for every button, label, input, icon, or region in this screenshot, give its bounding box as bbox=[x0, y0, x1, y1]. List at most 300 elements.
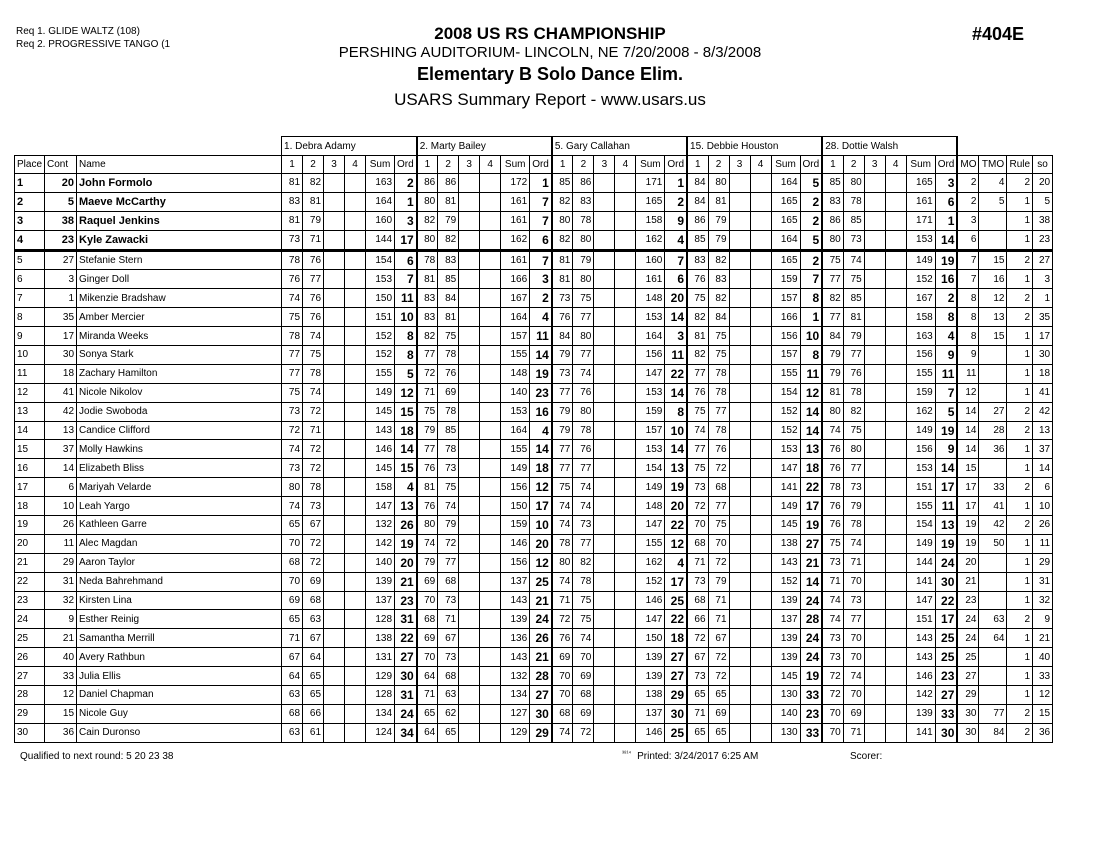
score-3 bbox=[729, 364, 750, 383]
score-2: 65 bbox=[303, 667, 324, 686]
tmo-cell bbox=[979, 383, 1007, 402]
score-3 bbox=[459, 572, 480, 591]
score-2: 69 bbox=[708, 704, 729, 723]
score-3 bbox=[729, 704, 750, 723]
score-3 bbox=[459, 591, 480, 610]
score-2: 65 bbox=[438, 723, 459, 742]
judge-ordinal: 4 bbox=[530, 421, 552, 440]
score-3 bbox=[324, 478, 345, 497]
judge-ordinal: 25 bbox=[530, 572, 552, 591]
score-3 bbox=[729, 648, 750, 667]
score-1: 73 bbox=[822, 553, 843, 572]
venue-dates: PERSHING AUDITORIUM- LINCOLN, NE 7/20/2008 - 8/3/2008 bbox=[338, 44, 762, 61]
skater-name: Nicole Guy bbox=[77, 704, 282, 723]
judge-ordinal: 26 bbox=[395, 516, 417, 535]
table-row bbox=[15, 648, 1053, 667]
score-sum: 165 bbox=[771, 192, 800, 211]
judge-ordinal: 8 bbox=[800, 346, 822, 365]
judge-name: 1. Debra Adamy bbox=[282, 137, 417, 156]
score-3 bbox=[729, 686, 750, 705]
score-3 bbox=[729, 572, 750, 591]
skater-name: Daniel Chapman bbox=[77, 686, 282, 705]
contestant-number: 23 bbox=[45, 230, 77, 250]
skater-name: Leah Yargo bbox=[77, 497, 282, 516]
so-cell: 23 bbox=[1033, 230, 1053, 250]
score-3 bbox=[459, 478, 480, 497]
score-sum: 162 bbox=[636, 553, 665, 572]
score-4 bbox=[480, 308, 501, 327]
score-3 bbox=[729, 610, 750, 629]
score-3 bbox=[864, 250, 885, 270]
score-1: 76 bbox=[552, 308, 573, 327]
table-row bbox=[15, 270, 1053, 289]
score-3 bbox=[459, 192, 480, 211]
tmo-cell: 41 bbox=[979, 497, 1007, 516]
mo-cell: 30 bbox=[957, 723, 979, 742]
score-4 bbox=[750, 534, 771, 553]
score-sum: 147 bbox=[906, 591, 935, 610]
score-3 bbox=[324, 270, 345, 289]
skater-name: Amber Mercier bbox=[77, 308, 282, 327]
score-2: 78 bbox=[843, 383, 864, 402]
score-2: 78 bbox=[573, 421, 594, 440]
score-sum: 163 bbox=[906, 327, 935, 346]
judge-ordinal: 8 bbox=[665, 402, 687, 421]
score-1: 70 bbox=[417, 648, 438, 667]
score-4 bbox=[345, 723, 366, 742]
score-3 bbox=[729, 308, 750, 327]
score-3 bbox=[324, 230, 345, 250]
score-4 bbox=[345, 629, 366, 648]
rule-cell: 1 bbox=[1007, 270, 1033, 289]
score-1: 73 bbox=[282, 230, 303, 250]
judge-ordinal: 23 bbox=[530, 383, 552, 402]
place-cell: 7 bbox=[15, 289, 45, 308]
score-3 bbox=[594, 289, 615, 308]
score-3 bbox=[729, 289, 750, 308]
score-1: 73 bbox=[552, 289, 573, 308]
score-2: 70 bbox=[573, 648, 594, 667]
score-3 bbox=[459, 346, 480, 365]
score-3 bbox=[729, 497, 750, 516]
score-4 bbox=[345, 421, 366, 440]
judge-ordinal: 24 bbox=[395, 704, 417, 723]
score-3 bbox=[594, 174, 615, 193]
header-spacer bbox=[957, 137, 1052, 156]
score-2: 81 bbox=[438, 308, 459, 327]
score-3 bbox=[324, 667, 345, 686]
judge-ordinal: 5 bbox=[935, 402, 957, 421]
judge-ordinal: 12 bbox=[665, 534, 687, 553]
score-2: 72 bbox=[303, 459, 324, 478]
score-sum: 142 bbox=[906, 686, 935, 705]
score-sum: 156 bbox=[501, 553, 530, 572]
score-4 bbox=[615, 723, 636, 742]
score-sum: 140 bbox=[501, 383, 530, 402]
score-2: 82 bbox=[708, 289, 729, 308]
score-2: 79 bbox=[438, 211, 459, 230]
score-3 bbox=[864, 478, 885, 497]
score-3 bbox=[324, 648, 345, 667]
judge-ordinal: 22 bbox=[800, 478, 822, 497]
score-4 bbox=[480, 704, 501, 723]
score-4 bbox=[345, 667, 366, 686]
score-4 bbox=[480, 478, 501, 497]
score-3 bbox=[594, 610, 615, 629]
place-cell: 21 bbox=[15, 553, 45, 572]
score-3 bbox=[324, 553, 345, 572]
judge-ordinal: 2 bbox=[800, 250, 822, 270]
score-4 bbox=[480, 346, 501, 365]
score-sum: 150 bbox=[501, 497, 530, 516]
score-4 bbox=[885, 497, 906, 516]
score-1: 85 bbox=[687, 230, 708, 250]
score-sum: 142 bbox=[366, 534, 395, 553]
score-1: 78 bbox=[822, 478, 843, 497]
tmo-cell bbox=[979, 230, 1007, 250]
score-sum: 145 bbox=[771, 516, 800, 535]
score-2: 71 bbox=[708, 610, 729, 629]
score-2: 63 bbox=[438, 686, 459, 705]
score-2: 74 bbox=[573, 478, 594, 497]
score-3 bbox=[459, 364, 480, 383]
skater-name: Samantha Merrill bbox=[77, 629, 282, 648]
score-3 bbox=[594, 629, 615, 648]
score-4 bbox=[885, 440, 906, 459]
score-1: 79 bbox=[552, 346, 573, 365]
score-sum: 152 bbox=[771, 572, 800, 591]
score-1: 75 bbox=[417, 402, 438, 421]
contestant-number: 3 bbox=[45, 270, 77, 289]
col-cont-header: Cont bbox=[45, 156, 77, 174]
score-sum: 141 bbox=[771, 478, 800, 497]
score-4 bbox=[345, 610, 366, 629]
score-1: 81 bbox=[687, 327, 708, 346]
score-4 bbox=[345, 534, 366, 553]
rule-cell: 1 bbox=[1007, 629, 1033, 648]
score-2: 69 bbox=[573, 704, 594, 723]
score-4 bbox=[750, 250, 771, 270]
score-4 bbox=[345, 270, 366, 289]
score-1: 81 bbox=[282, 211, 303, 230]
judge-ordinal: 25 bbox=[665, 723, 687, 742]
judge-ordinal: 10 bbox=[800, 327, 822, 346]
score-2: 61 bbox=[303, 723, 324, 742]
score-4 bbox=[480, 572, 501, 591]
judge-ordinal: 27 bbox=[665, 667, 687, 686]
score-sum: 154 bbox=[636, 459, 665, 478]
score-4 bbox=[750, 327, 771, 346]
score-4 bbox=[885, 230, 906, 250]
score-4 bbox=[885, 572, 906, 591]
mo-cell: 19 bbox=[957, 516, 979, 535]
score-1: 74 bbox=[822, 591, 843, 610]
score-4 bbox=[615, 516, 636, 535]
judge-ordinal: 14 bbox=[665, 308, 687, 327]
so-cell: 11 bbox=[1033, 534, 1053, 553]
score-2: 75 bbox=[573, 289, 594, 308]
score-4 bbox=[615, 478, 636, 497]
judge-ordinal: 4 bbox=[395, 478, 417, 497]
score-sum: 165 bbox=[636, 192, 665, 211]
score-1: 82 bbox=[417, 211, 438, 230]
judge-ordinal: 10 bbox=[530, 516, 552, 535]
score-4 bbox=[480, 534, 501, 553]
score-2: 81 bbox=[303, 192, 324, 211]
judge-ordinal: 12 bbox=[800, 383, 822, 402]
judge-ordinal: 30 bbox=[665, 704, 687, 723]
judge-ordinal: 11 bbox=[665, 346, 687, 365]
score-2: 82 bbox=[708, 250, 729, 270]
score-4 bbox=[615, 346, 636, 365]
judge-ordinal: 1 bbox=[665, 174, 687, 193]
score-sum: 162 bbox=[636, 230, 665, 250]
score-3 bbox=[864, 327, 885, 346]
col-judge-header: Ord bbox=[395, 156, 417, 174]
rule-cell: 1 bbox=[1007, 459, 1033, 478]
score-4 bbox=[750, 421, 771, 440]
score-4 bbox=[615, 629, 636, 648]
score-2: 75 bbox=[438, 327, 459, 346]
place-cell: 17 bbox=[15, 478, 45, 497]
score-3 bbox=[729, 327, 750, 346]
score-2: 75 bbox=[303, 346, 324, 365]
score-1: 77 bbox=[687, 364, 708, 383]
score-3 bbox=[864, 402, 885, 421]
score-4 bbox=[750, 572, 771, 591]
judge-ordinal: 11 bbox=[800, 364, 822, 383]
score-4 bbox=[345, 553, 366, 572]
judge-ordinal: 14 bbox=[935, 459, 957, 478]
score-2: 69 bbox=[843, 704, 864, 723]
score-1: 73 bbox=[282, 459, 303, 478]
score-2: 86 bbox=[573, 174, 594, 193]
score-4 bbox=[885, 289, 906, 308]
printed-timestamp bbox=[622, 751, 758, 762]
rule-cell: 1 bbox=[1007, 534, 1033, 553]
so-cell: 3 bbox=[1033, 270, 1053, 289]
col-judge-header: 1 bbox=[822, 156, 843, 174]
score-2: 67 bbox=[708, 629, 729, 648]
col-judge-header: 1 bbox=[552, 156, 573, 174]
judge-ordinal: 1 bbox=[935, 211, 957, 230]
judge-ordinal: 10 bbox=[665, 421, 687, 440]
col-judge-header: 2 bbox=[708, 156, 729, 174]
col-judge-header: Sum bbox=[366, 156, 395, 174]
judge-ordinal: 7 bbox=[395, 270, 417, 289]
score-2: 73 bbox=[843, 478, 864, 497]
rule-cell: 2 bbox=[1007, 704, 1033, 723]
score-1: 76 bbox=[822, 497, 843, 516]
judge-ordinal: 9 bbox=[935, 346, 957, 365]
tmo-cell: 77 bbox=[979, 704, 1007, 723]
judge-ordinal: 30 bbox=[530, 704, 552, 723]
score-sum: 143 bbox=[906, 648, 935, 667]
judge-ordinal: 14 bbox=[395, 440, 417, 459]
score-1: 82 bbox=[552, 230, 573, 250]
so-cell: 30 bbox=[1033, 346, 1053, 365]
tmo-cell bbox=[979, 667, 1007, 686]
mo-cell: 29 bbox=[957, 686, 979, 705]
score-3 bbox=[864, 723, 885, 742]
judge-ordinal: 31 bbox=[395, 686, 417, 705]
score-4 bbox=[750, 270, 771, 289]
score-4 bbox=[750, 346, 771, 365]
col-judge-header: 4 bbox=[345, 156, 366, 174]
score-2: 78 bbox=[438, 440, 459, 459]
score-sum: 153 bbox=[771, 440, 800, 459]
score-3 bbox=[729, 723, 750, 742]
score-1: 70 bbox=[552, 686, 573, 705]
score-sum: 152 bbox=[906, 270, 935, 289]
place-cell: 29 bbox=[15, 704, 45, 723]
judge-ordinal: 18 bbox=[800, 459, 822, 478]
score-4 bbox=[345, 686, 366, 705]
score-3 bbox=[324, 346, 345, 365]
score-4 bbox=[750, 402, 771, 421]
score-4 bbox=[480, 327, 501, 346]
score-4 bbox=[750, 211, 771, 230]
mo-cell: 7 bbox=[957, 270, 979, 289]
score-sum: 137 bbox=[771, 610, 800, 629]
score-1: 81 bbox=[417, 478, 438, 497]
score-4 bbox=[885, 270, 906, 289]
score-1: 74 bbox=[282, 289, 303, 308]
judge-ordinal: 21 bbox=[530, 591, 552, 610]
score-sum: 134 bbox=[366, 704, 395, 723]
score-4 bbox=[750, 629, 771, 648]
score-3 bbox=[594, 459, 615, 478]
judge-ordinal: 23 bbox=[395, 591, 417, 610]
score-2: 74 bbox=[303, 327, 324, 346]
score-2: 77 bbox=[438, 553, 459, 572]
score-3 bbox=[459, 648, 480, 667]
score-4 bbox=[885, 686, 906, 705]
score-sum: 155 bbox=[906, 497, 935, 516]
table-row bbox=[15, 610, 1053, 629]
score-sum: 152 bbox=[771, 402, 800, 421]
score-2: 75 bbox=[843, 421, 864, 440]
score-sum: 143 bbox=[366, 421, 395, 440]
judge-ordinal: 17 bbox=[935, 478, 957, 497]
score-3 bbox=[864, 308, 885, 327]
score-2: 80 bbox=[843, 174, 864, 193]
col-judge-header: Ord bbox=[935, 156, 957, 174]
judge-ordinal: 12 bbox=[530, 553, 552, 572]
score-3 bbox=[459, 553, 480, 572]
skater-name: Kirsten Lina bbox=[77, 591, 282, 610]
col-judge-header: 2 bbox=[573, 156, 594, 174]
score-1: 65 bbox=[282, 610, 303, 629]
score-4 bbox=[885, 250, 906, 270]
score-2: 77 bbox=[708, 497, 729, 516]
score-3 bbox=[459, 270, 480, 289]
table-row bbox=[15, 459, 1053, 478]
score-1: 72 bbox=[552, 610, 573, 629]
tmo-cell bbox=[979, 591, 1007, 610]
score-2: 73 bbox=[573, 516, 594, 535]
score-3 bbox=[324, 402, 345, 421]
contestant-number: 32 bbox=[45, 591, 77, 610]
score-2: 65 bbox=[708, 723, 729, 742]
judge-ordinal: 14 bbox=[935, 230, 957, 250]
score-2: 78 bbox=[573, 572, 594, 591]
score-2: 74 bbox=[438, 497, 459, 516]
skater-name: Maeve McCarthy bbox=[77, 192, 282, 211]
score-sum: 143 bbox=[771, 553, 800, 572]
score-2: 80 bbox=[708, 174, 729, 193]
table-row bbox=[15, 516, 1053, 535]
score-sum: 161 bbox=[501, 211, 530, 230]
skater-name: Stefanie Stern bbox=[77, 250, 282, 270]
judge-ordinal: 19 bbox=[800, 667, 822, 686]
judge-ordinal: 3 bbox=[395, 211, 417, 230]
score-1: 74 bbox=[822, 421, 843, 440]
score-1: 69 bbox=[417, 629, 438, 648]
score-1: 65 bbox=[687, 686, 708, 705]
tmo-cell: 50 bbox=[979, 534, 1007, 553]
score-3 bbox=[324, 421, 345, 440]
score-1: 76 bbox=[282, 270, 303, 289]
contestant-number: 5 bbox=[45, 192, 77, 211]
col-judge-header: Sum bbox=[771, 156, 800, 174]
score-3 bbox=[594, 553, 615, 572]
judge-ordinal: 17 bbox=[800, 497, 822, 516]
score-sum: 156 bbox=[771, 327, 800, 346]
score-1: 73 bbox=[282, 402, 303, 421]
score-4 bbox=[345, 459, 366, 478]
mo-cell: 23 bbox=[957, 591, 979, 610]
score-4 bbox=[750, 516, 771, 535]
place-cell: 15 bbox=[15, 440, 45, 459]
score-sum: 139 bbox=[771, 629, 800, 648]
score-1: 72 bbox=[822, 667, 843, 686]
score-3 bbox=[729, 553, 750, 572]
score-2: 68 bbox=[708, 478, 729, 497]
judge-ordinal: 11 bbox=[530, 327, 552, 346]
score-1: 75 bbox=[822, 250, 843, 270]
judge-ordinal: 19 bbox=[665, 478, 687, 497]
so-cell: 14 bbox=[1033, 459, 1053, 478]
score-sum: 153 bbox=[636, 308, 665, 327]
so-cell: 15 bbox=[1033, 704, 1053, 723]
score-sum: 140 bbox=[771, 704, 800, 723]
col-judge-header: 2 bbox=[438, 156, 459, 174]
score-3 bbox=[324, 516, 345, 535]
place-cell: 19 bbox=[15, 516, 45, 535]
judge-ordinal: 12 bbox=[530, 478, 552, 497]
score-sum: 139 bbox=[636, 648, 665, 667]
score-1: 74 bbox=[417, 534, 438, 553]
score-1: 74 bbox=[687, 421, 708, 440]
score-3 bbox=[594, 686, 615, 705]
table-row bbox=[15, 723, 1053, 742]
judge-ordinal: 31 bbox=[395, 610, 417, 629]
score-4 bbox=[480, 211, 501, 230]
judge-ordinal: 17 bbox=[665, 572, 687, 591]
score-sum: 141 bbox=[906, 572, 935, 591]
score-1: 81 bbox=[552, 250, 573, 270]
score-sum: 164 bbox=[636, 327, 665, 346]
place-cell: 4 bbox=[15, 230, 45, 250]
score-3 bbox=[324, 327, 345, 346]
score-sum: 149 bbox=[906, 250, 935, 270]
score-1: 77 bbox=[552, 440, 573, 459]
tmo-cell bbox=[979, 364, 1007, 383]
judge-ordinal: 14 bbox=[530, 440, 552, 459]
place-cell: 1 bbox=[15, 174, 45, 193]
score-sum: 143 bbox=[501, 648, 530, 667]
